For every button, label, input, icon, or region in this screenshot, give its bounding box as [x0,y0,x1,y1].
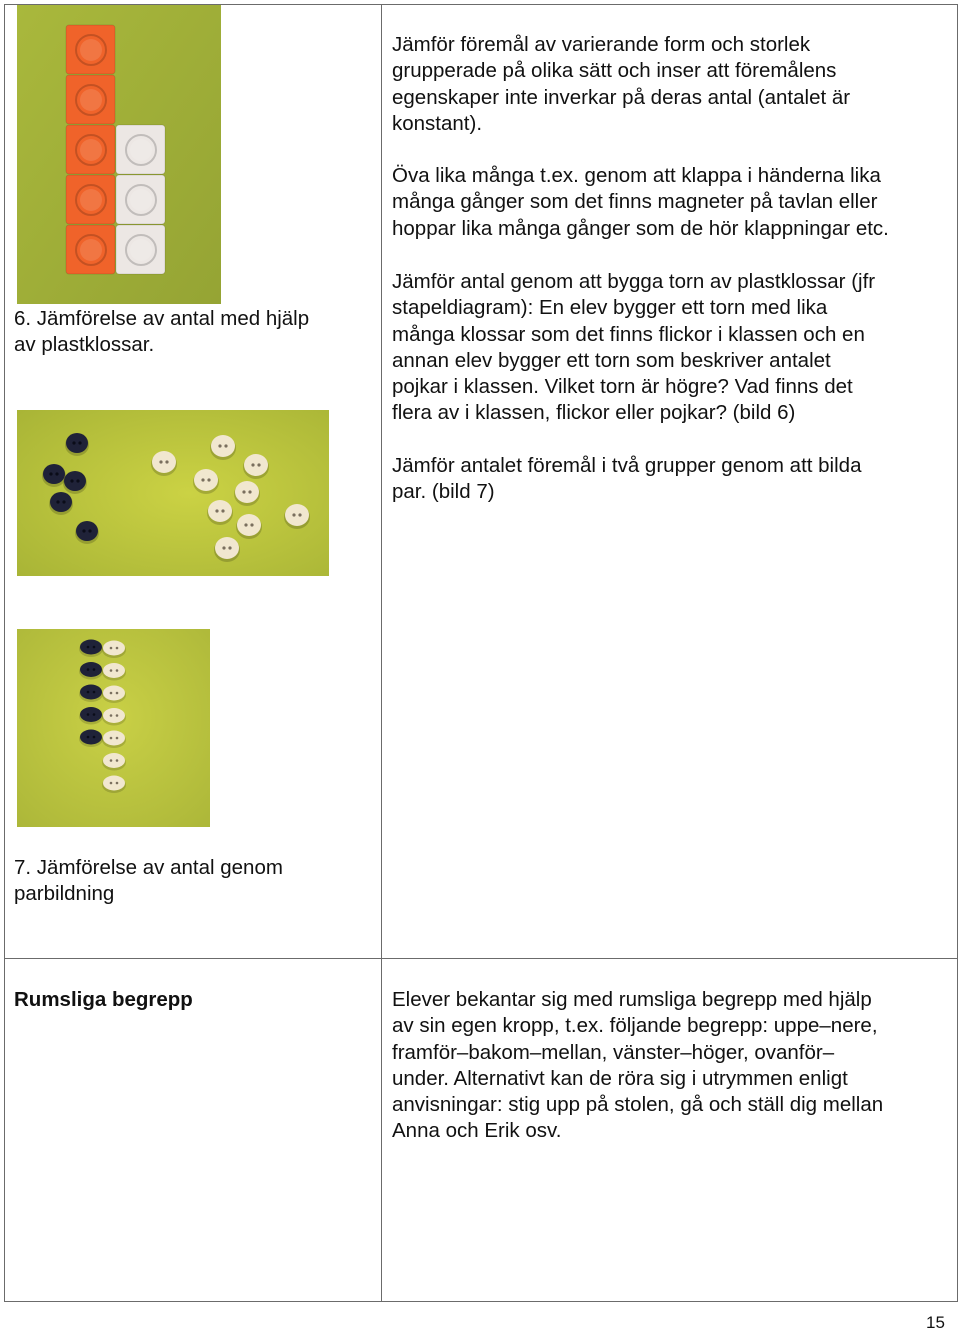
white-block [116,225,165,274]
table-bottom-border [4,1301,958,1302]
white-block [116,175,165,224]
orange-block [66,225,115,274]
paragraph-constant-quantity: Jämför föremål av varierande form och storlek grupperade på olika sätt och inser att föremålens egenskaper inte inverkar på deras antal (antalet är konstant). [392,33,851,135]
section-heading-spatial-concepts: Rumsliga begrepp [14,988,193,1011]
table-right-border [957,4,958,1302]
figure-7-caption: 7. Jämförelse av antal genom parbildning [14,856,283,905]
paragraph-block-towers: Jämför antal genom att bygga torn av plastklossar (jfr stapeldiagram): En elev bygger ett torn med lika många klossar som det finns flickor i klassen och en annan elev bygger ett torn som beskriver antalet pojkar i klassen. Vilket torn är högre? Vad finns det flera av i klassen, flickor eller pojkar? (bild 6) [392,270,876,425]
orange-block [66,25,115,74]
page-number: 15 [926,1313,945,1332]
table-column-divider [381,4,382,1302]
paragraph-equal-amounts: Öva lika många t.ex. genom att klappa i händerna lika många gånger som det finns magneter på tavlan eller hoppar lika många gånger som de hör klappningar etc. [392,164,889,240]
paragraph-pairing: Jämför antalet föremål i två grupper genom att bilda par. (bild 7) [392,454,862,504]
white-block [116,125,165,174]
orange-block [66,125,115,174]
table-row-divider [4,958,958,959]
plastic-blocks-photo [17,5,221,304]
paragraph-spatial-concepts: Elever bekantar sig med rumsliga begrepp med hjälp av sin egen kropp, t.ex. följande begrepp: uppe–nere, framför–bakom–mellan, vänster–höger, ovanför– under. Alternativt kan de röra sig i utrymmen enligt anvisningar: stig upp på stolen, gå och ställ dig mellan Anna och Erik osv. [392,988,884,1143]
paired-buttons-photo [17,629,210,827]
figure-6-caption: 6. Jämförelse av antal med hjälp av plastklossar. [14,307,310,356]
table-left-border [4,4,5,1302]
orange-block [66,175,115,224]
orange-block [66,75,115,124]
scattered-buttons-photo [17,410,329,576]
